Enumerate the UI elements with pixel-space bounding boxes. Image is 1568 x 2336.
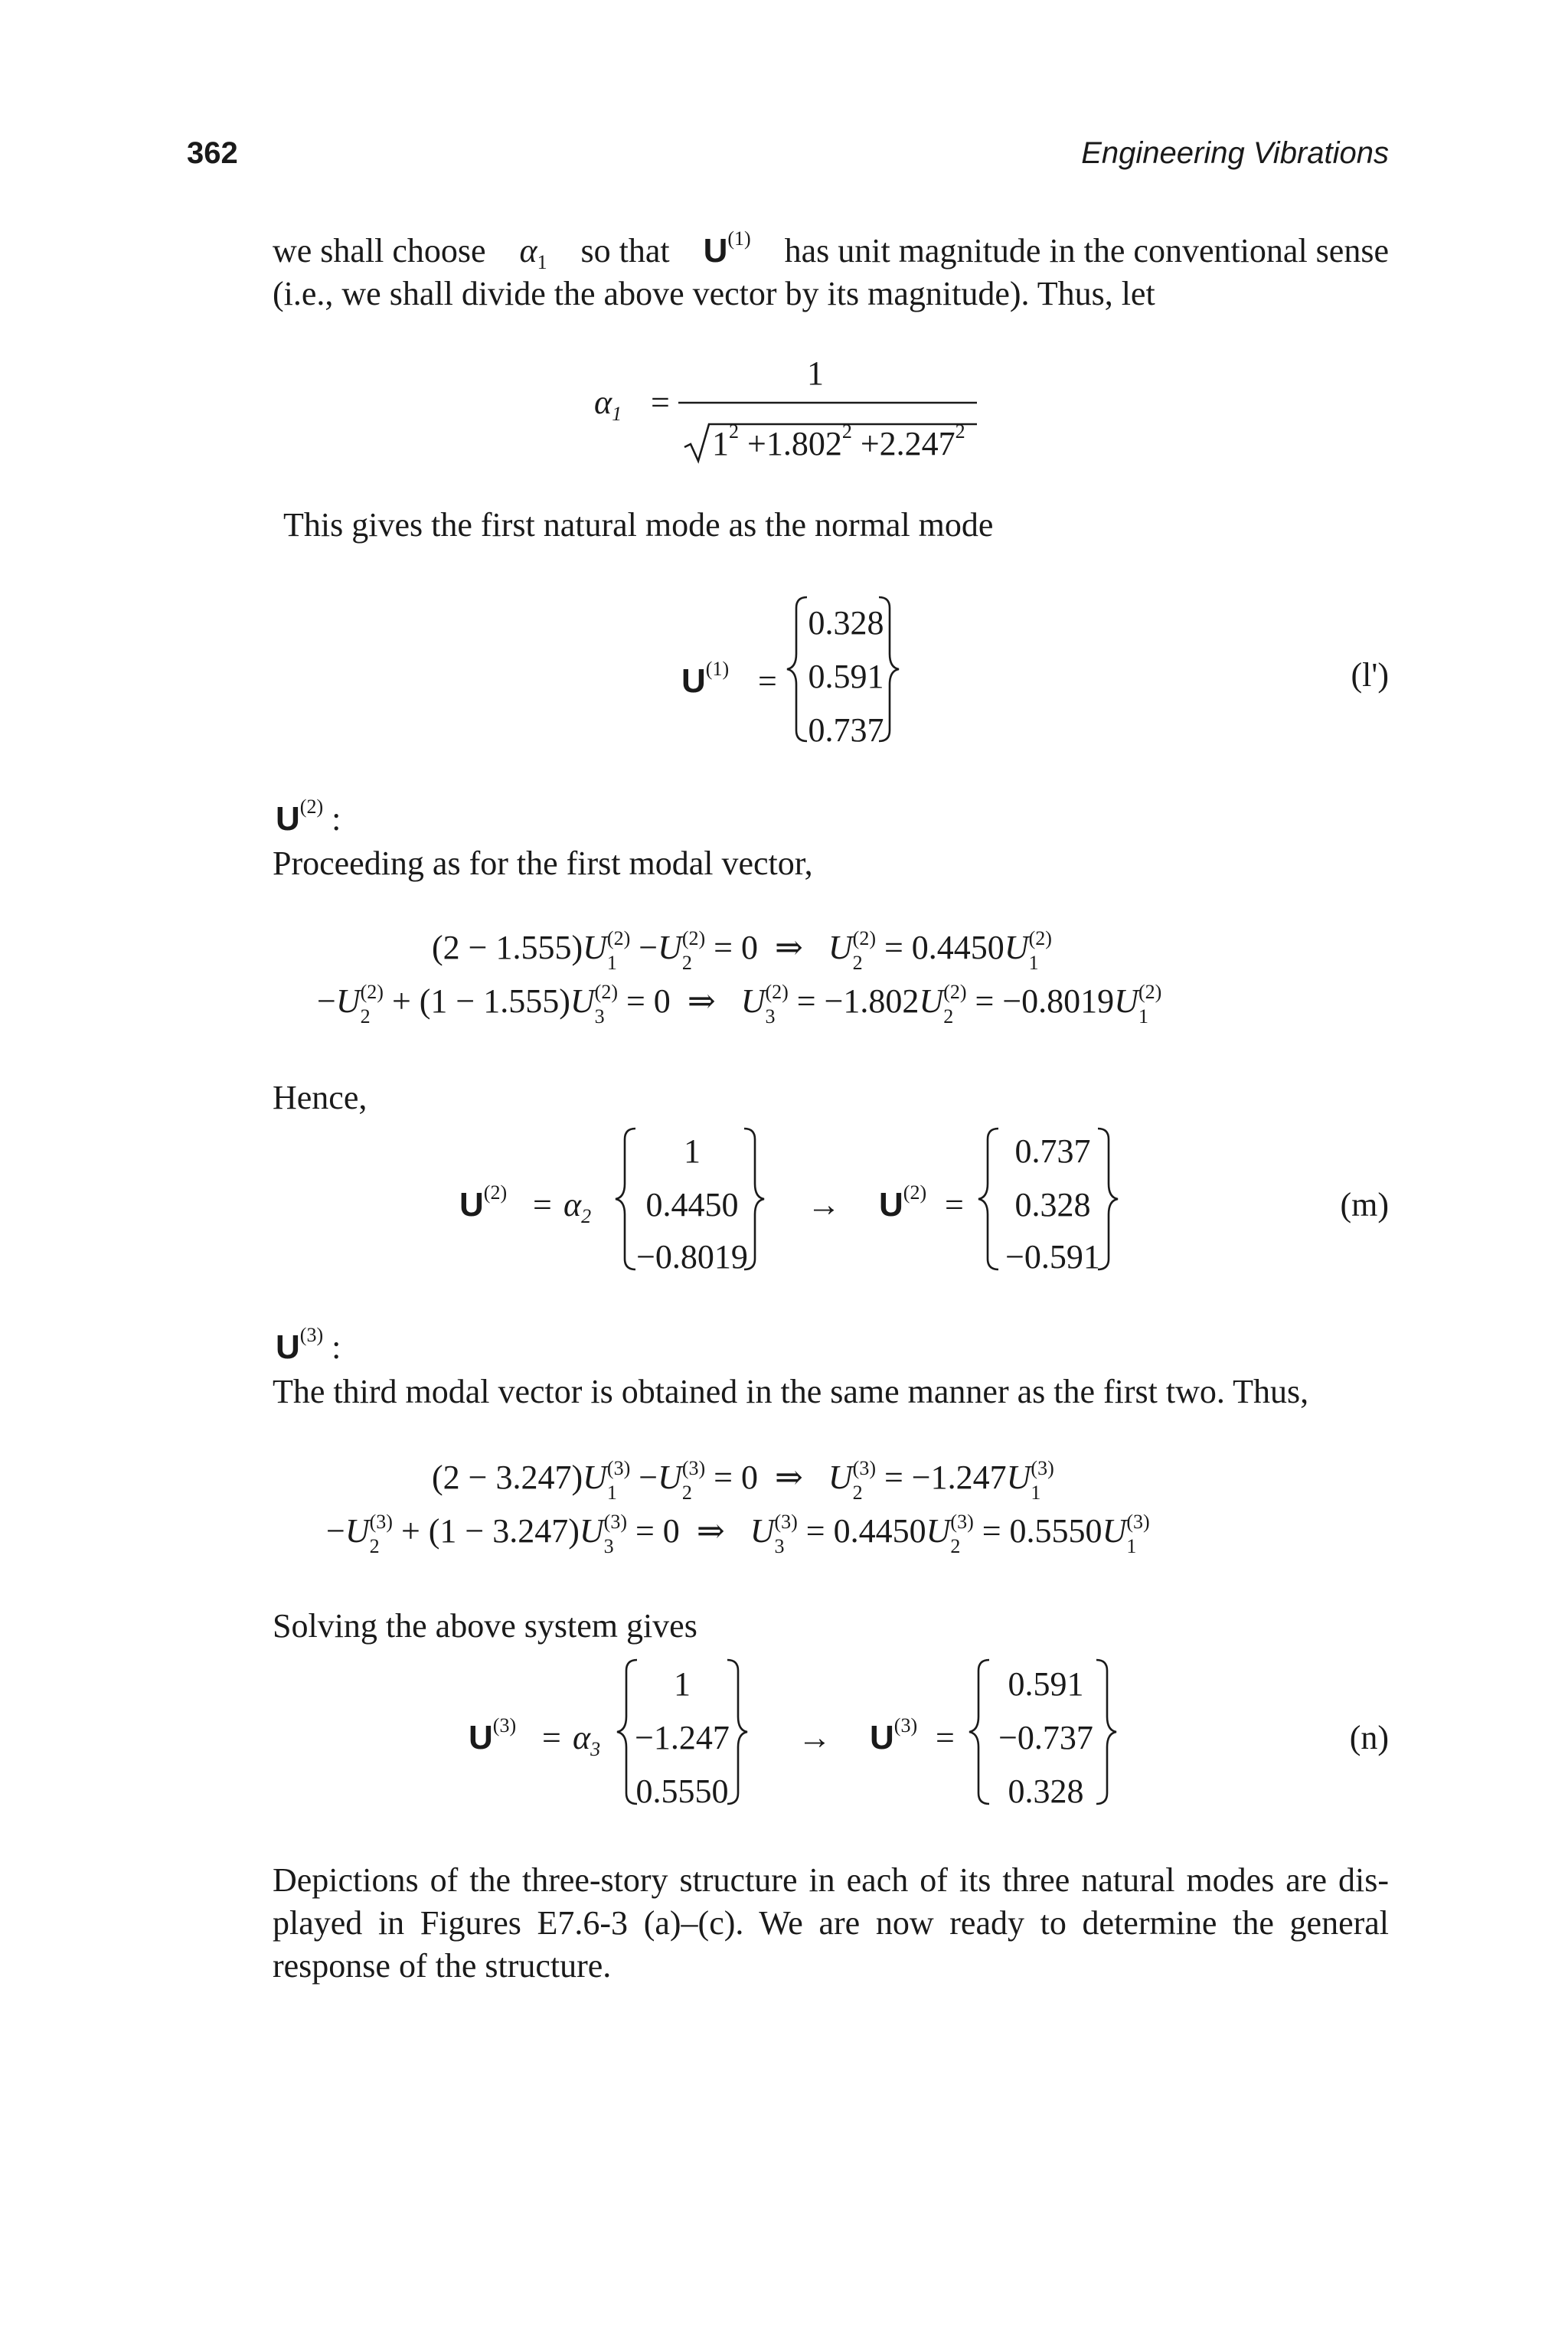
paragraph-line-1: Depictions of the three-story structure in each of its three natural modes are dis- — [273, 1861, 1389, 1899]
paragraph-depictions — [273, 1859, 1389, 1988]
mode3-left-value-3: 0.5550 — [635, 1772, 729, 1810]
equals-sign: = — [945, 1186, 964, 1224]
paragraph-line-2: played in Figures E7.6-3 (a)–(c). We are now ready to determine the general — [273, 1904, 1389, 1942]
running-title: Engineering Vibrations — [1081, 136, 1389, 170]
mode3-right-value-1: 0.591 — [1008, 1665, 1084, 1703]
alpha1-symbol: $\alpha_1$ — [519, 232, 547, 274]
equation-label-m: (m) — [1340, 1186, 1389, 1224]
mode2-lhs: $U^{(2)}$ — [459, 1181, 508, 1224]
mode3-lhs: $U^{(3)}$ — [469, 1714, 517, 1756]
equals-sign: = — [758, 662, 777, 700]
paragraph-first-mode: This gives the first natural mode as the normal mode — [283, 506, 994, 544]
mode3-left-value-2: −1.247 — [635, 1719, 730, 1756]
U1-symbol: $U^{(1)}$ — [703, 227, 751, 270]
equals-sign: = — [542, 1719, 561, 1756]
paragraph-third-mode: The third modal vector is obtained in the same manner as the first two. Thus, — [273, 1373, 1309, 1410]
U3-equation-1: (2 − 3.247)U (3) 1 −U (3) 2 = 0 ⇒ U (3) 2 = −1.247U (3) 1 — [432, 1456, 1054, 1504]
paragraph-intro — [273, 227, 1389, 315]
U2-equation-2: −U (2) 2 + (1 − 1.555)U (2) 3 = 0 ⇒ U (2) 3 = −1.802U (2) 2 = −0.8019U (2) 1 — [317, 980, 1162, 1028]
paragraph-line-3: response of the structure. — [273, 1947, 612, 1985]
arrow-right-icon: → — [807, 1186, 841, 1224]
alpha3-symbol: $\alpha_3$ — [573, 1719, 601, 1761]
mode1-value-2: 0.591 — [808, 658, 884, 695]
equals-sign: = — [936, 1719, 955, 1756]
paragraph-proceeding: Proceeding as for the first modal vector, — [273, 845, 813, 882]
text-so-that: so that — [580, 232, 670, 270]
U2-equation-1: (2 − 1.555)U (2) 1 −U (2) 2 = 0 ⇒ U (2) 2 = 0.4450U (2) 1 — [432, 926, 1052, 974]
section-heading-U2: $U^{(2)}$ : — [276, 795, 341, 838]
alpha2-symbol: $\alpha_2$ — [564, 1186, 592, 1228]
equals-sign: = — [651, 384, 670, 421]
fraction-numerator: 1 — [807, 354, 824, 392]
U3-equation-2: −U (3) 2 + (1 − 3.247)U (3) 3 = 0 ⇒ U (3) 3 = 0.4450U (3) 2 = 0.5550U (3) 1 — [326, 1510, 1150, 1557]
equation-label-l: (l') — [1351, 656, 1389, 694]
text-unit-magnitude: has unit magnitude in the conventional sense — [784, 232, 1389, 270]
sqrt-denominator: $1^2 +1.802^2 +2.247^2$ — [712, 420, 965, 462]
section-heading-U3: $U^{(3)}$ : — [276, 1323, 341, 1366]
equation-label-n: (n) — [1349, 1719, 1389, 1756]
equals-sign: = — [533, 1186, 552, 1224]
alpha1-lhs: $\alpha_1$ — [594, 384, 622, 426]
mode1-lhs: $U^{(1)}$ — [681, 657, 730, 700]
mode3-rhs-U: $U^{(3)}$ — [870, 1714, 918, 1756]
arrow-right-icon: → — [798, 1719, 831, 1756]
text-solving: Solving the above system gives — [273, 1607, 697, 1645]
mode2-right-value-2: 0.328 — [1014, 1186, 1091, 1224]
mode2-left-value-1: 1 — [684, 1132, 701, 1170]
mode2-left-value-3: −0.8019 — [636, 1238, 748, 1276]
mode2-left-value-2: 0.4450 — [645, 1186, 739, 1224]
mode3-right-value-3: 0.328 — [1008, 1772, 1084, 1810]
mode3-right-value-2: −0.737 — [998, 1719, 1093, 1756]
mode2-right-value-3: −0.591 — [1005, 1238, 1100, 1276]
page-number: 362 — [187, 136, 238, 170]
text-hence: Hence, — [273, 1079, 368, 1116]
mode1-value-1: 0.328 — [808, 604, 884, 642]
mode2-rhs-U: $U^{(2)}$ — [879, 1181, 927, 1224]
mode1-value-3: 0.737 — [808, 711, 884, 749]
mode3-left-value-1: 1 — [674, 1665, 691, 1703]
text-divide-vector: (i.e., we shall divide the above vector by its magnitude). Thus, let — [273, 275, 1155, 312]
text-we-shall-choose: we shall choose — [273, 232, 486, 270]
mode2-right-value-1: 0.737 — [1014, 1132, 1091, 1170]
